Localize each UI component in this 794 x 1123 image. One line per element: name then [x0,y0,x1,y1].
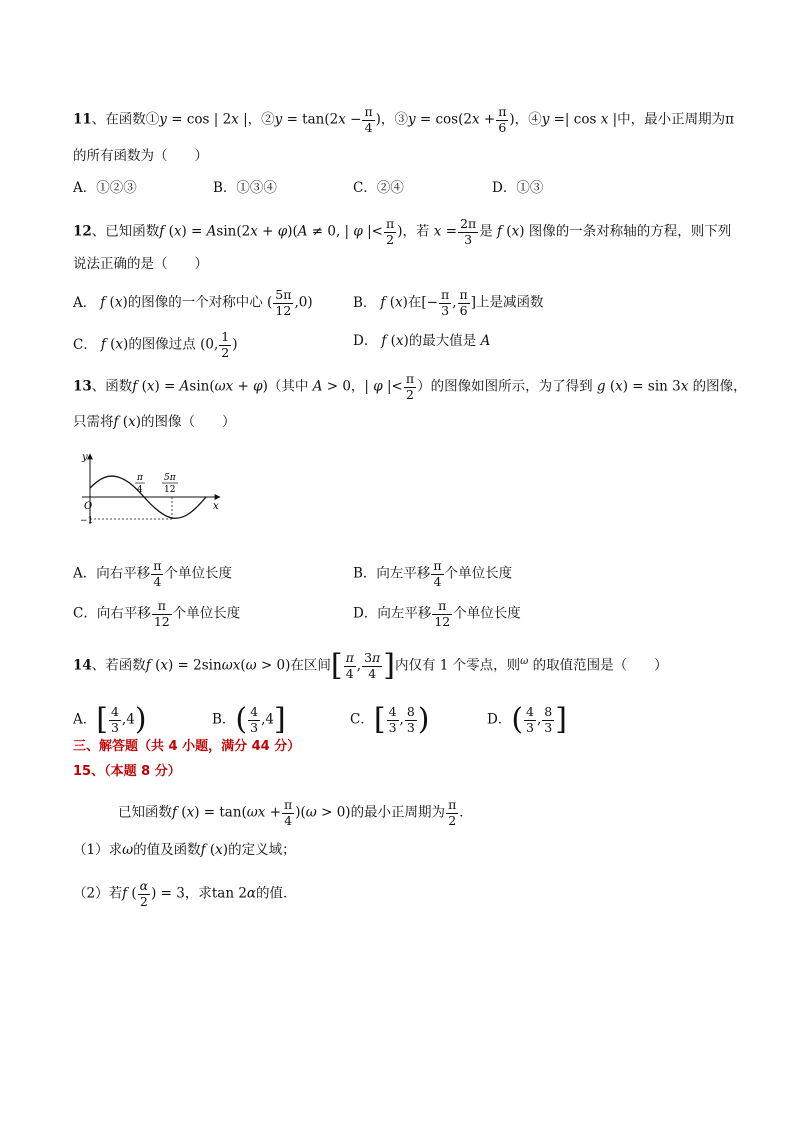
q14-tail: 内仅有 1 个零点，则 [394,657,521,674]
q12-option-b-text1: 在 [407,294,422,311]
q15-end: ． [459,804,473,821]
q13-option-c-unit: 个单位长度 [172,605,241,622]
q13-option-c[interactable]: C．向右平移 $\frac{\pi}{12}$ 个单位长度 [73,598,241,629]
q11-pi: π [725,111,735,128]
q12-option-c[interactable]: C． f (x)的图像过点 (0, $\frac{1}{2}$ ) [73,329,238,360]
q14-tail2: 的取值范围是（ ） [532,657,668,674]
q14-sep: 、 [91,657,106,674]
q12-option-a-label: A． [73,294,97,311]
q13-option-d-verb: 向左平移 [377,605,432,622]
q12-option-d[interactable]: D． f (x)的最大值是 A [353,333,491,349]
q11-option-b[interactable] [213,178,277,198]
q15-part2b: ，求 [184,885,212,902]
q13-option-b-verb: 向左平移 [376,565,431,582]
q11-option-c-text: ②④ [376,180,404,196]
q15-part2a: （2）若 [73,885,123,902]
q15-part1c: 的定义域； [228,842,296,858]
q13-option-b-unit: 个单位长度 [444,565,513,582]
q13-graph-min-label: −1 [80,516,94,526]
q11-sep: 、 [91,111,106,128]
q12-sep: 、 [91,223,106,240]
q11-option-d[interactable] [492,178,543,198]
q15-part1: （1）求ω的值及函数f (x)的定义域； [73,842,296,858]
q15-part1b: 的值及函数 [133,842,201,858]
q11-option-d-label: D． [492,180,517,196]
q12-intro: 已知函数 [105,223,160,240]
q13-graph-tick1-den: 4 [137,485,143,495]
q13-option-d-label: D． [353,605,378,622]
q12-option-b[interactable]: B． f (x)在[− $\frac{\pi}{3}$ , $\frac{\pi}{6}$ ]上是减函数 [353,287,544,318]
q14-stem: 14、若函数f (x) = 2sinωx(ω > 0)在区间[ $\frac{\pi}{4}$ , $\frac{3\pi}{4}$ ]内仅有 1 个零点，则$^\omega$ 的取值范围是（ ） [73,648,668,683]
q13-intro: 函数 [105,378,133,395]
q12-mid: ，若 [402,223,430,240]
q13-number: 13 [73,378,92,395]
q11-circled-2: ② [261,111,275,128]
q14-option-d[interactable]: D．( $\frac{4}{3}$ , $\frac{8}{3}$ ] [487,702,567,737]
q13-line2b: 的图像（ ） [140,414,236,430]
q13-option-a-label: A． [73,565,97,582]
q15-stem: 已知函数f (x) = tan(ωx + $\frac{\pi}{4}$ )(ω > 0)的最小正周期为 $\frac{\pi}{2}$ ． [118,797,473,828]
q13-graph-tick2-num: 5π [164,473,176,483]
q13-paren-end: ）的图像如图所示，为了得到 [417,378,593,395]
q13-graph [80,448,230,528]
q13-option-d[interactable]: D．向左平移 $\frac{\pi}{12}$ 个单位长度 [353,598,521,629]
q12-stem-line2: 说法正确的是（ ） [73,256,208,272]
q13-option-c-label: C． [73,605,97,622]
q15-mid: 的最小正周期为 [350,804,446,821]
q11-option-c-label: C． [353,180,377,196]
q12-tail: 是 [479,223,493,240]
q11-circled-3: ③ [394,111,408,128]
q11-option-a-text: ①②③ [96,180,137,196]
section3-title: 三、解答题（共 4 小题，满分 44 分） [73,739,301,754]
q13-graph-tick2-den: 12 [164,485,176,495]
q14-option-b[interactable]: B．( $\frac{4}{3}$ ,4] [212,702,286,737]
q12-option-d-label: D． [353,333,378,349]
q11-option-d-text: ①③ [516,180,544,196]
q11-option-a[interactable] [73,178,137,198]
q13-option-d-unit: 个单位长度 [453,605,521,622]
q13-option-c-verb: 向右平移 [96,605,151,622]
q15-part2: （2）若f ( $\frac{\alpha}{2}$ ) = 3，求tan 2α的值． [73,878,297,909]
q14-option-c-label: C． [350,711,374,728]
q13-option-b[interactable]: B．向左平移 $\frac{\pi}{4}$ 个单位长度 [353,558,513,589]
q13-stem: 13、函数f (x) = Asin(ωx + φ)（其中 A > 0，| φ |< $\frac{\pi}{2}$ ）的图像如图所示，为了得到 g (x) = sin 3x 的图像， [73,371,747,402]
q13-option-a-unit: 个单位长度 [164,565,232,582]
q12-option-c-label: C． [73,336,97,353]
q11-number: 11 [73,111,92,128]
q13-graph-y-label: y [82,452,88,463]
q14-number: 14 [73,657,92,674]
q13-graph-origin: O [84,501,93,512]
q15-part1a: （1）求 [73,842,123,858]
q15-intro: 已知函数 [118,804,172,821]
q13-sep: 、 [91,378,106,395]
q15-part2c: 的值． [256,885,297,902]
q11-circled-1: ① [145,111,160,128]
q12-option-c-text: 的图像过点 [128,336,196,353]
q11-option-a-label: A． [73,180,97,196]
q12-option-a-text: 的图像的一个对称中心 [127,294,263,311]
q13-comma: ， [350,378,365,395]
q12-option-a[interactable]: A． f (x)的图像的一个对称中心 ( $\frac{5\pi}{12}$ ,0) [73,287,313,318]
q13-stem-line2: 只需将f (x)的图像（ ） [73,414,236,430]
q15-title: 15、（本题 8 分） [73,764,181,779]
q11-option-b-label: B． [213,180,237,196]
q11-intro: 在函数 [105,111,146,128]
q13-paren: （其中 [267,378,309,395]
q13-option-a-verb: 向右平移 [96,565,151,582]
q13-tail: 的图像， [692,378,747,395]
q14-option-a-label: A． [73,711,97,728]
q12-stem: 12、已知函数f (x) = Asin(2x + φ)(A ≠ 0, | φ |< $\frac{\pi}{2}$ )，若 x = $\frac{2\pi}{3}$ 是 f (x) 图像的一条对称轴的方程，则下列 [73,216,732,247]
q13-option-a[interactable]: A．向右平移 $\frac{\pi}{4}$ 个单位长度 [73,558,232,589]
q14-intro: 若函数 [105,657,146,674]
q13-line2a: 只需将 [73,414,114,430]
q14-mid: 在区间 [290,657,331,674]
q11-option-b-text: ①③④ [236,180,277,196]
q12-tail2: 图像的一条对称轴的方程，则下列 [528,223,732,240]
q14-option-a[interactable]: A．[ $\frac{4}{3}$ ,4) [73,702,147,737]
q14-option-c[interactable]: C．[ $\frac{4}{3}$ , $\frac{8}{3}$ ) [350,702,430,737]
q12-number: 12 [73,223,92,240]
q11-circled-4: ④ [528,111,542,128]
q11-stem: 11、在函数①y = cos | 2x |，②y = tan(2x − $\frac{\pi}{4}$ )，③y = cos(2x + $\frac{\pi}{6}$ )，④y =| cos x |中，最小正周期为π [73,104,735,135]
q14-option-d-label: D． [487,711,512,728]
q12-option-b-text2: 上是减函数 [476,294,544,311]
q11-tail: 中，最小正周期为 [617,111,726,128]
q13-graph-tick1-num: π [137,473,143,483]
q12-option-d-text: 的最大值是 [408,333,477,349]
q11-option-c[interactable] [353,178,404,198]
q13-graph-x-label: x [213,501,219,512]
q13-option-b-label: B． [353,565,377,582]
q14-option-b-label: B． [212,711,236,728]
q11-stem-line2: 的所有函数为（ ） [73,148,208,164]
q12-option-b-label: B． [353,294,377,311]
